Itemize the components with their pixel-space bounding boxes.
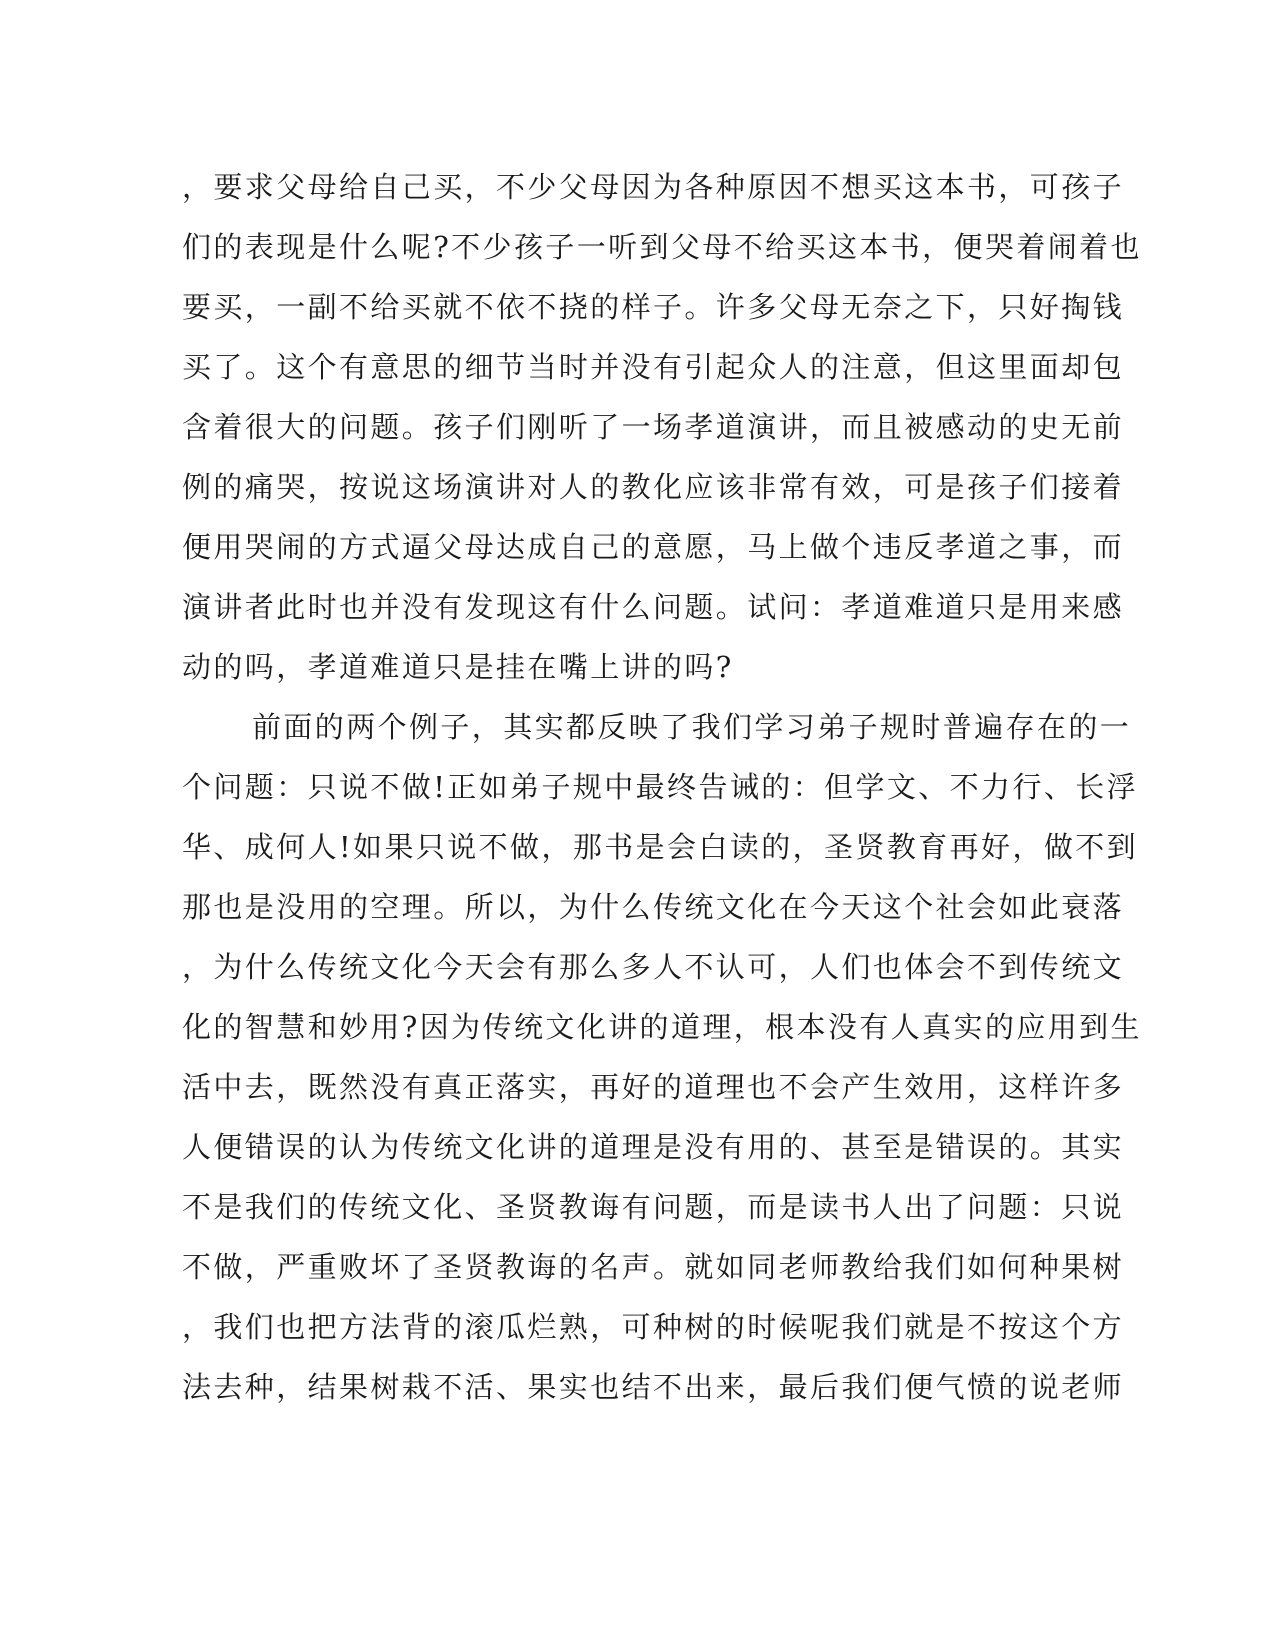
text-line: 那也是没用的空理。所以，为什么传统文化在今天这个社会如此衰落: [182, 890, 1125, 924]
text-line: 法去种，结果树栽不活、果实也结不出来，最后我们便气愤的说老师: [182, 1370, 1125, 1404]
text-line: 华、成何人!如果只说不做，那书是会白读的，圣贤教育再好，做不到: [182, 830, 1139, 864]
text-line: 活中去，既然没有真正落实，再好的道理也不会产生效用，这样许多: [182, 1070, 1125, 1104]
text-line: 不做，严重败坏了圣贤教诲的名声。就如同老师教给我们如何种果树: [182, 1250, 1125, 1284]
text-line: ，我们也把方法背的滚瓜烂熟，可种树的时候呢我们就是不按这个方: [182, 1310, 1125, 1344]
text-line: 们的表现是什么呢?不少孩子一听到父母不给买这本书，便哭着闹着也: [182, 230, 1142, 264]
paragraph-first-line: 前面的两个例子，其实都反映了我们学习弟子规时普遍存在的一: [252, 710, 1132, 744]
text-line: 要买，一副不给买就不依不挠的样子。许多父母无奈之下，只好掏钱: [182, 290, 1125, 324]
text-line: 例的痛哭，按说这场演讲对人的教化应该非常有效，可是孩子们接着: [182, 470, 1125, 504]
text-line: 不是我们的传统文化、圣贤教诲有问题，而是读书人出了问题：只说: [182, 1190, 1125, 1224]
body-text: [182, 157, 1142, 1417]
text-line: 买了。这个有意思的细节当时并没有引起众人的注意，但这里面却包: [182, 350, 1125, 384]
text-line: 人便错误的认为传统文化讲的道理是没有用的、甚至是错误的。其实: [182, 1130, 1125, 1164]
text-line: 化的智慧和妙用?因为传统文化讲的道理，根本没有人真实的应用到生: [182, 1010, 1142, 1044]
text-line: 含着很大的问题。孩子们刚听了一场孝道演讲，而且被感动的史无前: [182, 410, 1125, 444]
text-line: 个问题：只说不做!正如弟子规中最终告诫的：但学文、不力行、长浮: [182, 770, 1139, 804]
text-line: 动的吗，孝道难道只是挂在嘴上讲的吗?: [182, 650, 734, 684]
text-line: 演讲者此时也并没有发现这有什么问题。试问：孝道难道只是用来感: [182, 590, 1125, 624]
text-line: ，要求父母给自己买，不少父母因为各种原因不想买这本书，可孩子: [182, 170, 1125, 204]
text-line: ，为什么传统文化今天会有那么多人不认可，人们也体会不到传统文: [182, 950, 1125, 984]
text-line: 便用哭闹的方式逼父母达成自己的意愿，马上做个违反孝道之事，而: [182, 530, 1125, 564]
